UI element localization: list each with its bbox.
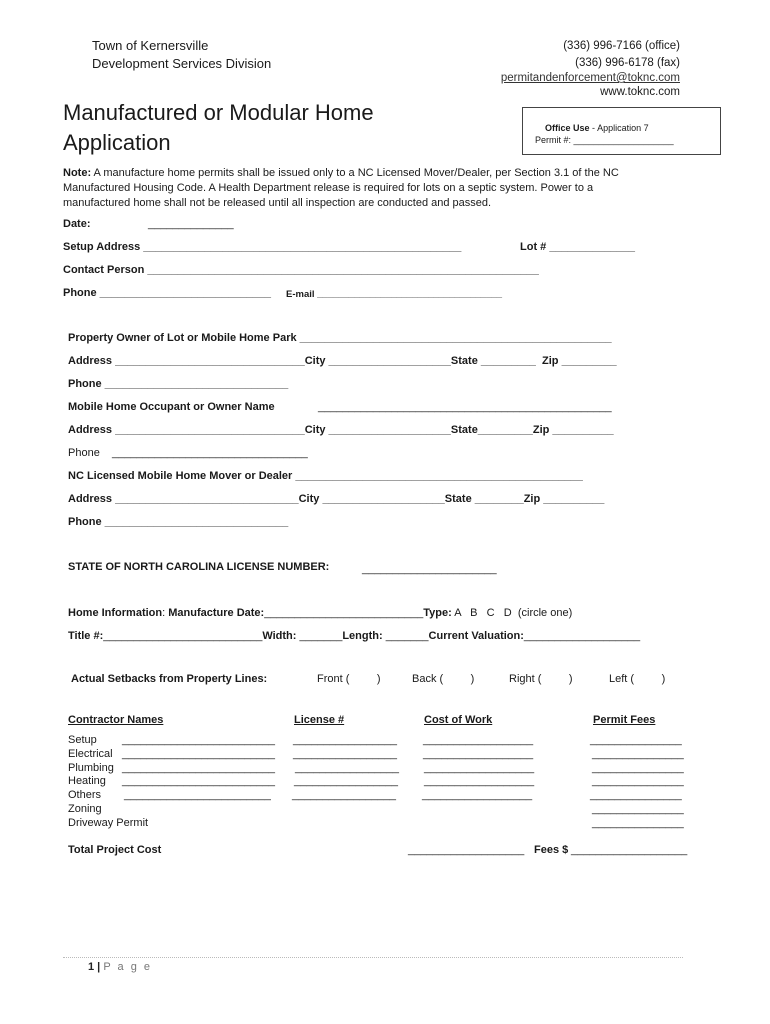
page-footer bbox=[88, 961, 152, 973]
row-plumbing-cost[interactable]: __________________ bbox=[424, 762, 535, 774]
title-row bbox=[68, 630, 640, 642]
office-use-label: Office Use bbox=[545, 123, 590, 133]
occupant-phone-field[interactable]: ________________________________ bbox=[112, 447, 308, 459]
row-plumbing-name[interactable]: _________________________ bbox=[122, 762, 275, 774]
row-setup-name[interactable]: _________________________ bbox=[122, 734, 275, 746]
mover-field[interactable]: NC Licensed Mobile Home Mover or Dealer _______________________________________________ bbox=[68, 470, 583, 482]
note-text: A manufacture home permits shall be issued only to a NC Licensed Mover/Dealer, per Section 3.1 of the NC Manufactured Housing Code. A Health Department release is required for lots on a septic system. Power to a manufactured home shall not be released until all inspection are conducted and passed. bbox=[63, 167, 619, 209]
row-setup-cost[interactable]: __________________ bbox=[423, 734, 534, 746]
width-field[interactable]: _______ bbox=[296, 630, 343, 642]
occupant-address-field[interactable]: Address _______________________________City ____________________State_________Zip __________ bbox=[68, 424, 614, 436]
contact-person-field[interactable]: Contact Person ________________________________________________________________ bbox=[63, 264, 539, 276]
lot-field[interactable]: Lot # ______________ bbox=[520, 241, 635, 253]
row-driveway-fee[interactable]: _______________ bbox=[592, 817, 684, 829]
row-zoning-label: Zoning bbox=[68, 803, 102, 815]
mfg-date-label: Manufacture Date: bbox=[168, 607, 265, 619]
owner-phone-field[interactable]: Phone ______________________________ bbox=[68, 378, 289, 390]
setback-left[interactable]: Left ( ) bbox=[609, 673, 666, 685]
row-electrical-label: Electrical bbox=[68, 748, 113, 760]
footer-divider bbox=[63, 957, 683, 958]
row-electrical-name[interactable]: _________________________ bbox=[122, 748, 275, 760]
col-license: License # bbox=[294, 714, 345, 726]
row-heating-name[interactable]: _________________________ bbox=[122, 775, 275, 787]
note-paragraph bbox=[63, 166, 663, 211]
website: www.toknc.com bbox=[600, 86, 680, 98]
fees-field[interactable]: ___________________ bbox=[571, 844, 688, 856]
row-others-cost[interactable]: __________________ bbox=[422, 789, 533, 801]
phone-fax: (336) 996-6178 (fax) bbox=[575, 57, 680, 69]
note-label: Note: bbox=[63, 167, 92, 179]
row-plumbing-fee[interactable]: _______________ bbox=[592, 762, 684, 774]
property-owner-field[interactable]: Property Owner of Lot or Mobile Home Park ___________________________________________________ bbox=[68, 332, 612, 344]
row-heating-label: Heating bbox=[68, 775, 106, 787]
setback-back[interactable]: Back ( ) bbox=[412, 673, 475, 685]
row-electrical-license[interactable]: _________________ bbox=[293, 748, 398, 760]
setup-address-field[interactable]: Setup Address ____________________________________________________ bbox=[63, 241, 462, 253]
row-others-license[interactable]: _________________ bbox=[292, 789, 397, 801]
row-electrical-cost[interactable]: __________________ bbox=[423, 748, 534, 760]
row-others-fee[interactable]: _______________ bbox=[590, 789, 682, 801]
col-permit-fees: Permit Fees bbox=[593, 714, 656, 726]
length-label: Length: bbox=[342, 630, 383, 642]
occupant-field[interactable]: ________________________________________________ bbox=[318, 401, 612, 413]
total-project-cost-label: Total Project Cost bbox=[68, 844, 162, 856]
page-word: P a g e bbox=[103, 961, 152, 973]
row-driveway-label: Driveway Permit bbox=[68, 817, 149, 829]
width-label: Width: bbox=[262, 630, 297, 642]
page-title-line1: Manufactured or Modular Home bbox=[63, 100, 374, 125]
phone-office: (336) 996-7166 (office) bbox=[563, 40, 680, 52]
row-others-name[interactable]: ________________________ bbox=[124, 789, 271, 801]
row-plumbing-license[interactable]: _________________ bbox=[295, 762, 400, 774]
valuation-field[interactable]: ___________________ bbox=[523, 630, 641, 642]
col-cost: Cost of Work bbox=[424, 714, 493, 726]
setback-right[interactable]: Right ( ) bbox=[509, 673, 573, 685]
title-no-field[interactable]: __________________________ bbox=[103, 630, 263, 642]
page-title-line2: Application bbox=[63, 130, 171, 155]
page-number: 1 bbox=[88, 961, 95, 973]
owner-address-field[interactable]: Address _______________________________City ____________________State _________ Zip _________ bbox=[68, 355, 617, 367]
length-field[interactable]: _______ bbox=[382, 630, 429, 642]
phone-field[interactable]: Phone ____________________________ bbox=[63, 287, 271, 299]
type-label: Type: bbox=[423, 607, 452, 619]
title-no-label: Title #: bbox=[68, 630, 104, 642]
permit-number: Permit #: ____________________ bbox=[535, 135, 674, 145]
total-project-cost-field[interactable]: ___________________ bbox=[408, 844, 525, 856]
org-division: Development Services Division bbox=[92, 56, 272, 71]
org-name: Town of Kernersville bbox=[92, 38, 209, 53]
row-zoning-fee[interactable]: _______________ bbox=[592, 803, 684, 815]
valuation-label: Current Valuation: bbox=[428, 630, 524, 642]
page-separator: | bbox=[94, 961, 104, 973]
fees-label: Fees $ bbox=[534, 844, 569, 856]
email-link[interactable]: permitandenforcement@toknc.com bbox=[500, 72, 680, 84]
type-options[interactable]: A B C D (circle one) bbox=[451, 607, 573, 619]
row-heating-cost[interactable]: __________________ bbox=[424, 775, 535, 787]
office-use-value: Application 7 bbox=[597, 123, 649, 133]
mover-address-field[interactable]: Address ______________________________City ____________________State ________Zip __________ bbox=[68, 493, 605, 505]
row-heating-license[interactable]: _________________ bbox=[294, 775, 399, 787]
row-setup-fee[interactable]: _______________ bbox=[590, 734, 682, 746]
office-use-sep: - bbox=[589, 123, 598, 133]
home-info-label: Home Information bbox=[68, 607, 163, 619]
mover-phone-field[interactable]: Phone ______________________________ bbox=[68, 516, 289, 528]
row-electrical-fee[interactable]: _______________ bbox=[592, 748, 684, 760]
row-setup-license[interactable]: _________________ bbox=[293, 734, 398, 746]
col-contractor-names: Contractor Names bbox=[68, 714, 164, 726]
setbacks-label: Actual Setbacks from Property Lines: bbox=[71, 673, 268, 685]
occupant-label: Mobile Home Occupant or Owner Name bbox=[68, 401, 275, 413]
row-others-label: Others bbox=[68, 789, 102, 801]
license-label: STATE OF NORTH CAROLINA LICENSE NUMBER: bbox=[68, 561, 330, 573]
date-label: Date: bbox=[63, 218, 91, 230]
occupant-phone-label: Phone bbox=[68, 447, 100, 459]
home-info-colon: : bbox=[162, 607, 169, 619]
office-use-box bbox=[522, 107, 721, 155]
row-setup-label: Setup bbox=[68, 734, 97, 746]
date-field[interactable]: ______________ bbox=[148, 218, 234, 230]
setback-front[interactable]: Front ( ) bbox=[317, 673, 381, 685]
mfg-date-field[interactable]: __________________________ bbox=[264, 607, 424, 619]
email-field[interactable]: E-mail ___________________________________ bbox=[286, 289, 503, 300]
row-plumbing-label: Plumbing bbox=[68, 762, 114, 774]
home-info-row bbox=[68, 607, 572, 619]
row-heating-fee[interactable]: _______________ bbox=[592, 775, 684, 787]
license-field[interactable]: ______________________ bbox=[362, 563, 497, 575]
